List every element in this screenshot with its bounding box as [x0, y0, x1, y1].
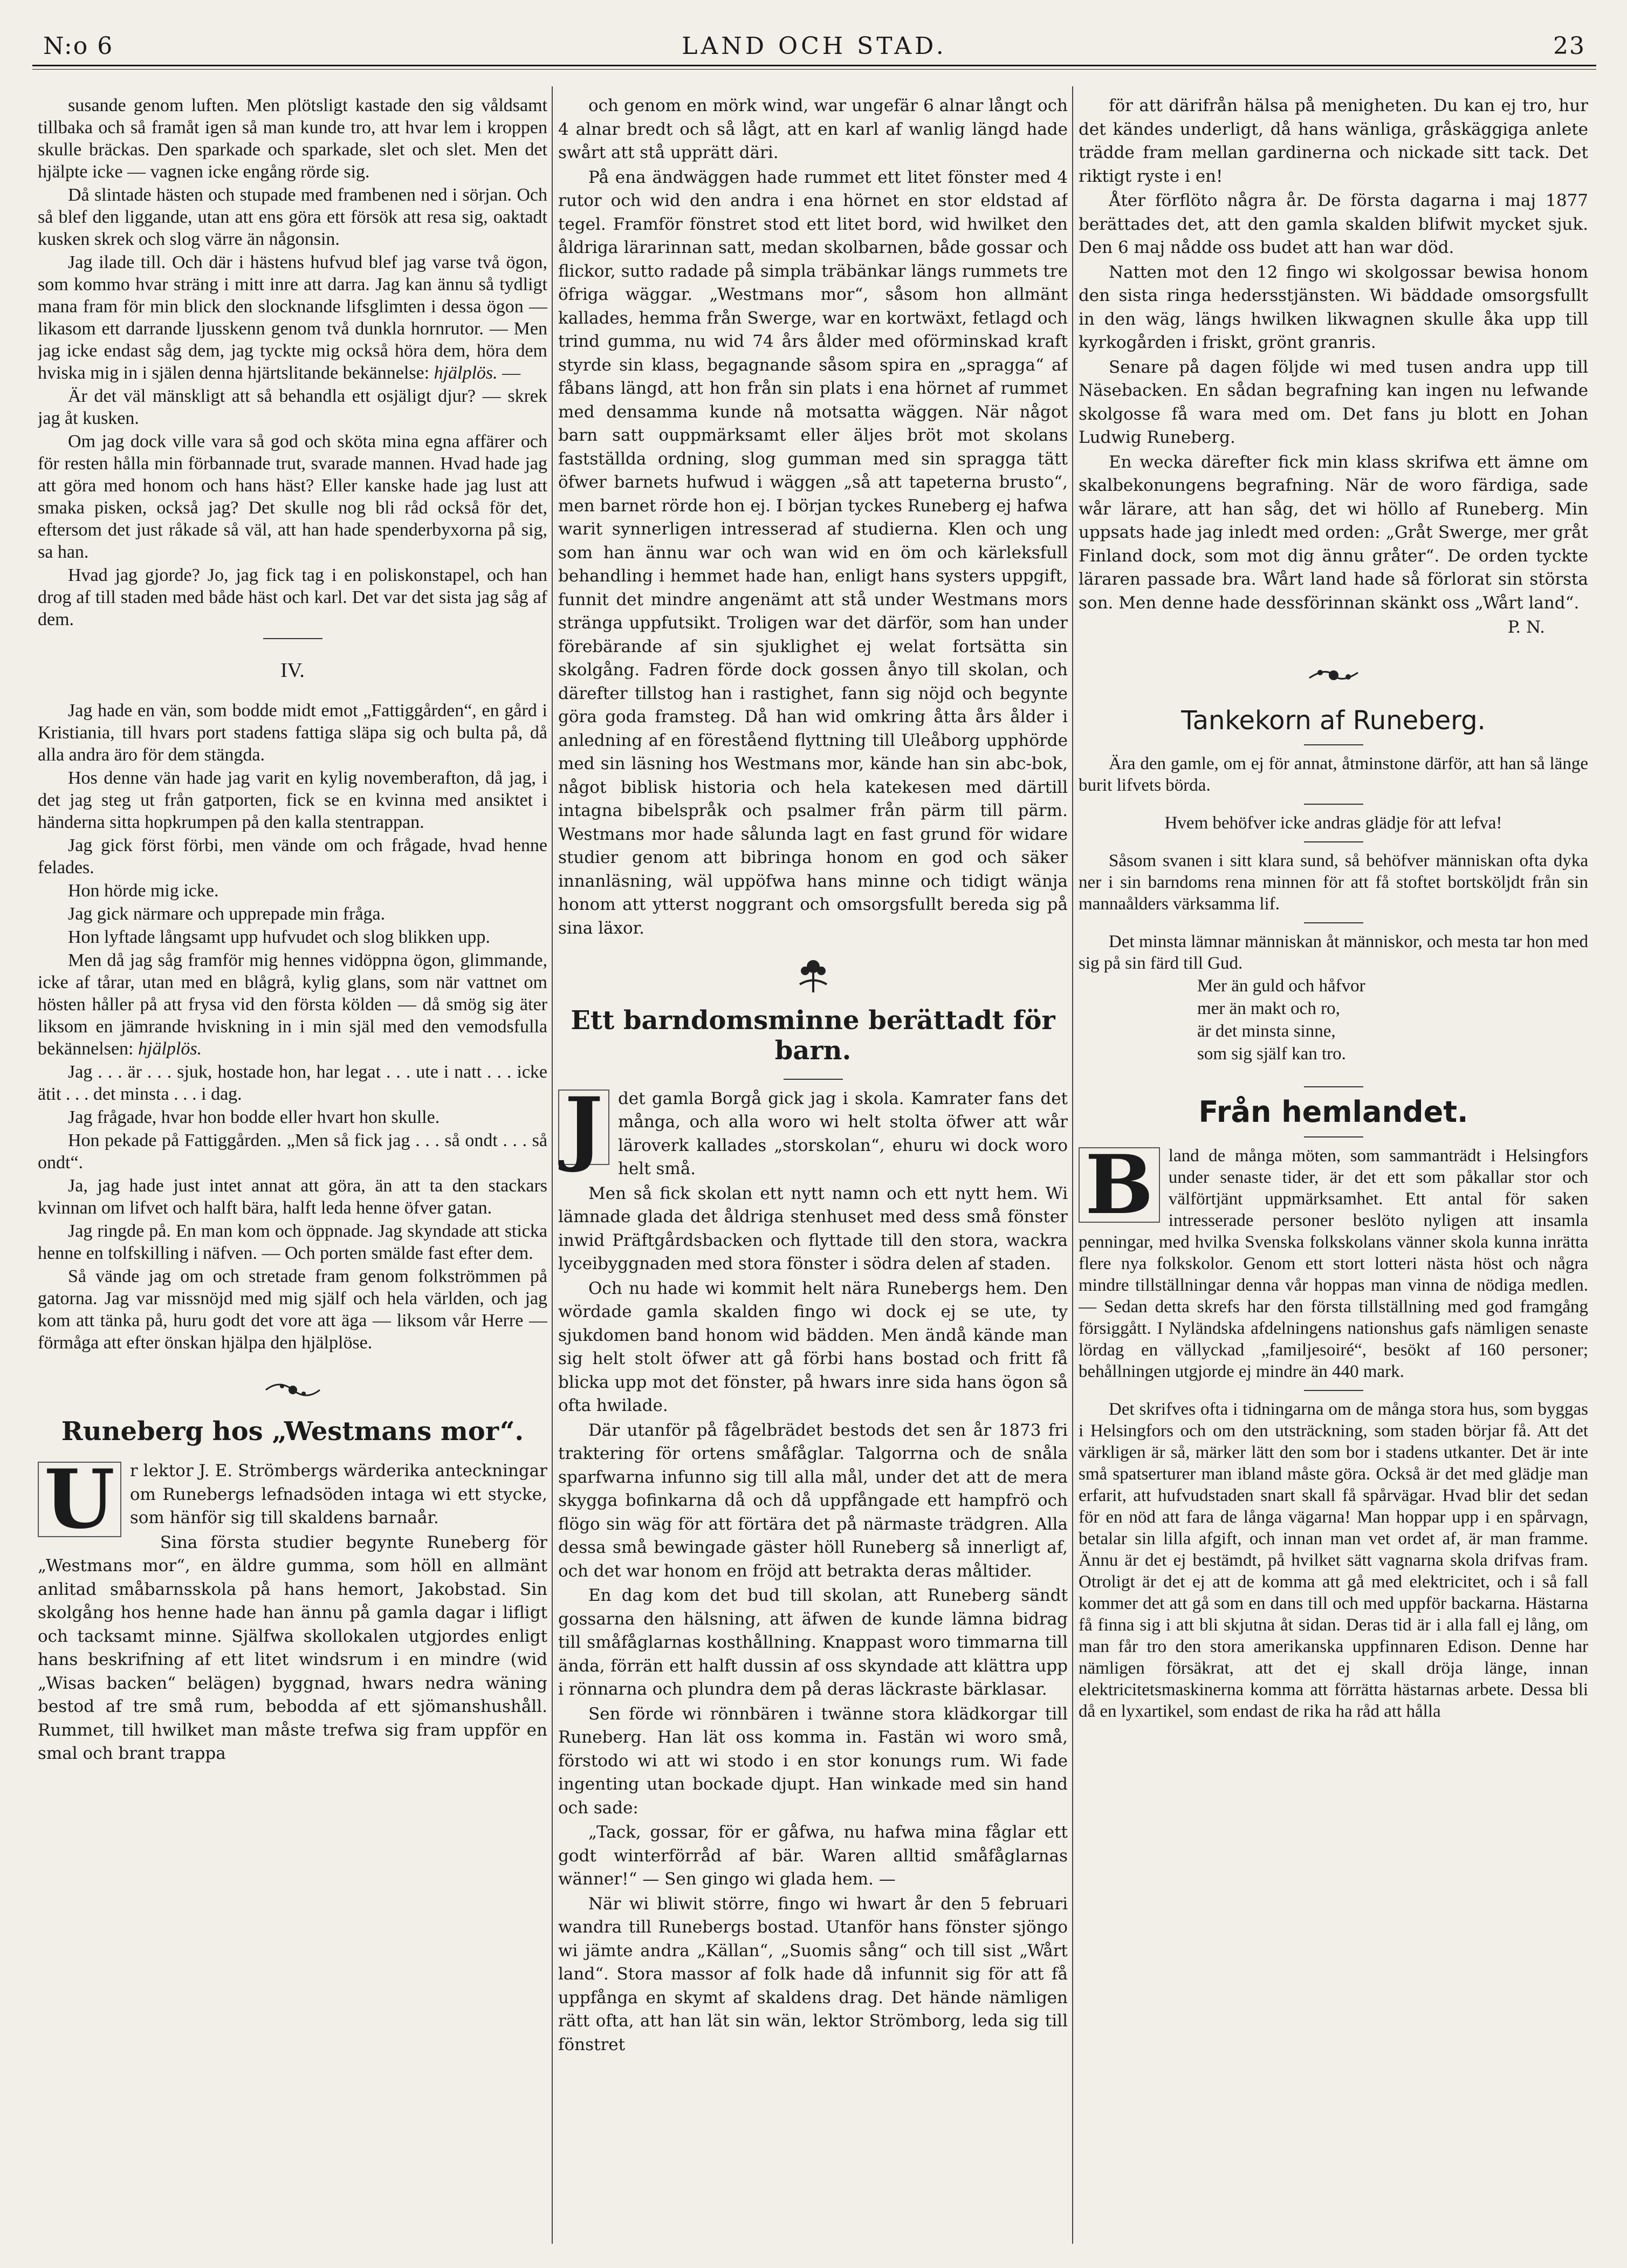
paragraph: Jag . . . är . . . sjuk, hostade hon, har legat . . . ute i natt . . . icke ätit . . . det minsta . . . i dag. [38, 1062, 547, 1104]
quote: Såsom svanen i sitt klara sund, så behöfver människan ofta dyka ner i sin barndoms rena minnen för att få stoftet bortsköljdt från sin mannaålders värksamma lif. [1079, 851, 1588, 914]
paragraph: U r lektor J. E. Strömbergs wärderika anteckningar om Runebergs lefnadsöden intaga wi ett stycke, som hänför sig till skaldens barnaår. [38, 1460, 547, 1530]
column-3 [1079, 94, 1588, 2241]
signature: P. N. [1507, 618, 1545, 637]
paragraph: Sina första studier begynte Runeberg för „Westmans mor“, en äldre gumma, som höll en allmänt anlitad småbarnsskola på hans hemort, Jakobstad. Sin skolgång hos henne hade han ännu på gamla dagar i lifligt och tacksamt minne. Själfwa skollokalen utgjordes enligt hans beskrifning af ett litet windsrum i en mindre (wid „Wisas backen“ belägen) byggnad, hwars nedra wäning bestod af tre små rum, bebodda af ett sjömanshushåll. Rummet, till hwilket man måste trefwa sig fram uppför en smal och brant trappa [38, 1532, 547, 1763]
article-runeberg-westman-cont [558, 94, 1068, 940]
section-rule [263, 638, 322, 639]
poem-line: mer än makt och ro, [1197, 998, 1340, 1018]
title-rule [784, 1079, 843, 1080]
paragraph: J det gamla Borgå gick jag i skola. Kamrater fans det många, och alla woro wi helt stolta öfwer att wår läroverk kallades „storskolan“, ehuru wi dock woro helt små. [558, 1087, 1068, 1181]
column-divider [552, 86, 553, 2244]
story-continuation [38, 94, 547, 1354]
article-title: Runeberg hos „Westmans mor“. [61, 1416, 524, 1447]
paragraph: Jag ilade till. Och där i hästens hufvud blef jag varse två ögon, som kommo hvar sträng i mitt inre att darra. Jag kan ännu så tydligt mana fram för min blick den slocknande lifsglimten i dessa ögon — likasom ett darrande ljusskenn genom två dunkla hornrutor. — Men jag icke endast såg dem, jag tyckte mig också höra dem, höra dem hviska mig in i själen denna hjärtslitande bekännelse: hjälplös. — [38, 252, 547, 383]
page-header [32, 27, 1596, 65]
paragraph: En wecka därefter fick min klass skrifwa ett ämne om skalbekonungens begrafning. När de woro färdiga, sade wår lärare, att han såg, det wi höllo af Runeberg. Min uppsats hade jag inledt med orden: „Gråt Swerge, mer gråt Finland dock, som mot dig ännu gråter“. De orden tyckte läraren passade bra. Wårt land hade så förlorat sin största son. Men denne hade dessförinnan skänkt oss „Wårt land“. [1079, 452, 1588, 613]
paragraph: Jag gick närmare och upprepade min fråga. [68, 904, 386, 924]
paragraph: susande genom luften. Men plötsligt kastade den sig våldsamt tillbaka och så framåt igen så man kunde tro, att hvar lem i kroppen skulle bräckas. Den sparkade och sparkade, slet och slet. Men det hjälpte icke — vagnen icke engång rörde sig. [38, 95, 547, 182]
paragraph: Ja, jag hade just intet annat att göra, än att ta den stackars kvinnan om lifvet och halft bära, halft leda henne öfver gatan. [38, 1176, 547, 1218]
issue-number: N:o 6 [43, 32, 114, 60]
drop-cap: J [558, 1090, 609, 1165]
column-divider [1072, 86, 1073, 2244]
paragraph: Jag ringde på. En man kom och öppnade. Jag skyndade att sticka henne en tolfskilling i näfven. — Och porten smälde fast efter dem. [38, 1221, 547, 1263]
poem-line: som sig själf kan tro. [1197, 1044, 1346, 1064]
column-1 [38, 94, 547, 2241]
floral-divider-icon [38, 1366, 547, 1409]
header-rule [32, 65, 1596, 66]
paragraph: „Tack, gossar, för er gåfwa, nu hafwa mina fåglar ett godt winterförråd af bär. Waren alltid småfåglarnas wänner!“ — Sen gingo wi glada hem. — [558, 1822, 1068, 1889]
quote: Hvem behöfver icke andras glädje för att lefva! [1164, 813, 1502, 833]
masthead-title: LAND OCH STAD. [682, 32, 947, 60]
paragraph: Då slintade hästen och stupade med frambenen ned i sörjan. Och så blef den liggande, utan att ens göra ett försök att resa sig, oaktadt kusken skrek och slog värre än någonsin. [38, 185, 547, 249]
title-rule [1304, 1136, 1363, 1138]
quote: Ära den gamle, om ej för annat, åtminstone därför, att han så länge burit lifvets börda. [1079, 753, 1588, 795]
paragraph: Men så fick skolan ett nytt namn och ett nytt hem. Wi lämnade glada det åldriga stenhuset med dess små fönster inwid Präftgårdsbacken och flyttade till den stora, wackra lyceibyggnaden med stora fönster i södra delen af staden. [558, 1183, 1068, 1274]
quote-rule [1304, 804, 1363, 805]
paragraph: Jag frågade, hvar hon bodde eller hvart hon skulle. [68, 1107, 440, 1127]
page-number: 23 [1553, 32, 1585, 60]
article-title: Tankekorn af Runeberg. [1181, 705, 1486, 736]
paragraph: Men då jag såg framför mig hennes vidöppna ögon, glimmande, icke af tårar, utan med en blågrå, kylig glans, som när vattnet om hösten håller på att frysa vid den första kölden — då smög sig äter liksom en jämrande hviskning in i min själ med den vemodsfulla bekännelsen: hjälplös. [38, 950, 547, 1059]
article-barndomsminne-cont [1079, 94, 1588, 640]
article-runeberg-westman [38, 1452, 547, 1766]
article-title: Från hemlandet. [1198, 1094, 1468, 1129]
emphasis: hjälplös. [434, 363, 498, 383]
paragraph: Hon lyftade långsamt upp hufvudet och slog blikken upp. [68, 927, 490, 947]
article-tankekorn [1079, 753, 1588, 1065]
title-rule [1304, 744, 1363, 745]
paragraph: och genom en mörk wind, war ungefär 6 alnar långt och 4 alnar bredt och så lågt, att en karl af wanlig längd hade swårt att stå upprätt däri. [558, 96, 1068, 162]
paragraph-rule [1304, 1390, 1363, 1391]
quote-rule [1304, 841, 1363, 842]
paragraph: Sen förde wi rönnbären i twänne stora klädkorgar till Runeberg. Han lät oss komma in. Fastän wi woro små, förstodo wi att wi stodo i en stor konungs rum. Wi fade ingenting utan bockade djupt. Han winkade med sin hand och sade: [558, 1704, 1068, 1818]
header-rule-thin [32, 69, 1596, 70]
paragraph: Där utanför på fågelbrädet bestods det sen år 1873 fri traktering för ortens småfåglar. Talgorrna och de snåla sparfwarna infunno sig till alla mål, under det att de mera skygga bofinkarna då och då uppfångade ett hampfrö och flögo sin wäg för att förtära det på närmaste trädgren. Alla dessa små bewingade gäster höll Runeberg så innerligt af, och det war honom en fröjd att betrakta deras måltider. [558, 1420, 1068, 1581]
paragraph: Natten mot den 12 fingo wi skolgossar bewisa honom den sista ringa hedersstjänsten. Wi bäddade omsorgsfullt in den wäg, längs hwilken likwagnen skulle åka upp till kyrkogården i friskt, grönt granris. [1079, 262, 1588, 352]
paragraph: Så vände jag om och stretade fram genom folkströmmen på gatorna. Jag var missnöjd med mig själf och hela världen, och jag kom att tänka på, huru godt det vore att äga — liksom vår Herre — förmåga att efter önskan hjälpa den hjälplöse. [38, 1266, 547, 1353]
paragraph: Hon pekade på Fattiggården. „Men så fick jag . . . så ondt . . . så ondt“. [38, 1130, 547, 1173]
paragraph: En dag kom det bud till skolan, att Runeberg sändt gossarna den hälsning, att äfwen de kunde lämna bidrag till småfåglarnas kosthållning. Knappast woro timmarna till ända, förrän ett halft dussin af oss skyndade att klättra upp i rönnarna och plundra dem på deras läckraste bärklasar. [558, 1586, 1068, 1700]
paragraph: På ena ändwäggen hade rummet ett litet fönster med 4 rutor och wid den andra i ena hörnet en stor eldstad af tegel. Framför fönstret stod ett litet bord, wid hwilket den åldriga lärarinnan satt, medan skolbarnen, både gossar och flickor, sutto radade på simpla träbänkar längs rummets tre öfriga wäggar. „Westmans mor“, såsom hon allmänt kallades, hemma från Swerge, war en kortwäxt, fetlagd och trind gumma, nu wid 74 års ålder med oförminskad kraft styrde sin klass, begagnande såsom spira en „spragga“ af fåbans längd, att hon från sin plats i ena hörnet af rummet med densamma kunde nå motsatta wäggen. När något barn satt ouppmärksamt eller äljes bröt mot skolans fastställda ordning, slog gumman med sin spragga tätt öfwer barnets hufwud i wäggen „så att tapeterna brusto“, men barnet rörde hon ej. I början tyckes Runeberg ej hafwa warit synnerligen intresserad af studierna. Klen och ung som han ännu war och wan wid en öm och kärleksfull behandling i hemmet hade han, enligt hans systers uppgift, funnit det mindre angenämt att stå under Westmans mors stränga uppfutsikt. Troligen war det därför, som han under förebärande af sin sjuklighet ej welat fortsätta sin skolgång. Fadren förde dock gossen ånyo till skolan, och därefter tillstog han i rastighet, fann sig nöjd och begynte göra goda framsteg. Då han wid omkring åtta års ålder i anledning af en föreståend flyttning till Uleåborg upphörde med sin läsning hos Westmans mor, kände han sin abc-bok, något biblisk historia och hela katekesen med därtill intagna bibelspråk och psalmer från pärm till pärm. Westmans mor hade sålunda lagt en fast grund för widare studier genom att bibringa honom en god och säker innanläsning, wäl uppöfwa hans minne och tidigt wänja honom att ytterst noggrant och omsorgsfullt bereda sig på sina läxor. [558, 167, 1068, 938]
section-heading: IV. [280, 659, 305, 682]
paragraph: Hon hörde mig icke. [68, 881, 219, 901]
quote-rule [1304, 922, 1363, 923]
paragraph: Hos denne vän hade jag varit en kylig novemberafton, då jag, i det jag steg ut från gatporten, fick se en kvinna med ansiktet i händerna sitta hopkrumpen på den kalla stentrappan. [38, 768, 547, 832]
flower-ornament-icon [558, 952, 1068, 998]
paragraph: Om jag dock ville vara så god och sköta mina egna affärer och för resten hålla min förbannade trut, svarade mannen. Hvad hade jag att göra med honom och hans häst? Eller kanske hade jag lust att smaka pisken, också jag? Det skulle nog bli råd också för det, eftersom det just råkade så väl, att han hade spenderbyxorna på sig, sa han. [38, 431, 547, 562]
quote: Det minsta lämnar människan åt människor, och mesta tar hon med sig på sin färd till Gud. [1079, 931, 1588, 973]
poem-line: Mer än guld och håfvor [1197, 976, 1365, 996]
poem-line: är det minsta sinne, [1197, 1021, 1336, 1041]
paragraph: Jag gick först förbi, men vände om och frågade, hvad henne felades. [38, 835, 547, 878]
paragraph: Åter förflöto några år. De första dagarna i maj 1877 berättades det, att den gamla skalden blifwit mycket sjuk. Den 6 maj nådde oss budet att han war död. [1079, 191, 1588, 257]
article-barndomsminne [558, 1079, 1068, 2057]
article-title: Ett barndomsminne berättadt för barn. [571, 1005, 1055, 1066]
section-rule [1304, 1086, 1363, 1087]
paragraph: B land de många möten, som sammanträdt i Helsingfors under senaste tider, är det ett som påkallar stor och välförtjänt uppmärksamhet. Ett antal för saken intresserade personer beslöto nyligen att insamla penningar, med hvilka Svenska folkskolans vänner skola kunna inrätta flere nya folkskolor. Genom ett stort lotteri nästa höst och några mindre tillställningar denna vår hoppas man vinna de nödiga medlen. — Sedan detta skrefs har den första tillställning med god framgång försiggått. I Nyländska afdelningens nationshus gafs nämligen senaste lördag en vällyckad „familjesoiré“, besökt af 160 personer; behållningen utgjorde ej mindre än 440 mark. [1079, 1137, 1588, 1381]
paragraph: Och nu hade wi kommit helt nära Runebergs hem. Den wördade gamla skalden fingo wi dock ej se ute, ty sjukdomen band honom wid bädden. Men ändå kände man sig helt stolt öfwer att gå förbi hans bostad och fritt få blicka upp mot det fönster, på hwars inre sida hans ögon så ofta hwilade. [558, 1278, 1068, 1416]
emphasis: hjälplös. [138, 1039, 202, 1059]
drop-cap: B [1079, 1147, 1160, 1223]
paragraph: Hvad jag gjorde? Jo, jag fick tag i en poliskonstapel, och han drog af till staden med både häst och karl. Det var det sista jag såg af dem. [38, 565, 547, 629]
column-2 [558, 94, 1068, 2241]
paragraph: Senare på dagen följde wi med tusen andra upp till Näsebacken. En sådan begrafning kan ingen nu lefwande skolgosse få wara med om. Det fans ju blott en Johan Ludwig Runeberg. [1079, 357, 1588, 447]
paragraph: för att därifrån hälsa på menigheten. Du kan ej tro, hur det kändes underligt, då hans wänliga, gråskäggiga anlete trädde fram mellan gardinerna och nickade sitt tack. Det riktigt ryste i en! [1079, 96, 1588, 186]
paragraph: Jag hade en vän, som bodde midt emot „Fattiggården“, en gård i Kristiania, till hvars port stadens fattiga släpa sig och bulta på, då alla andra äro för dem stängda. [38, 701, 547, 765]
drop-cap: U [38, 1462, 121, 1537]
paragraph: När wi bliwit större, fingo wi hwart år den 5 februari wandra till Runebergs bostad. Utanför hans fönster sjöngo wi jämte andra „Källan“, „Suomis sång“ och till sist „Wårt land“. Stora massor af folk hade då infunnit sig för att få uppfånga en skymt af skaldens drag. Det hände nämligen rätt ofta, att han lät sin wän, lektor Strömborg, leda sig till fönstret [558, 1894, 1068, 2054]
paragraph: Är det väl mänskligt att så behandla ett osjäligt djur? — skrek jag åt kusken. [38, 386, 547, 428]
article-fran-hemlandet [1079, 1137, 1588, 1722]
floral-divider-icon [1079, 652, 1588, 695]
paragraph: Det skrifves ofta i tidningarna om de många stora hus, som byggas i Helsingfors och om den utsträckning, som staden börjar få. Att det värkligen är så, märker lätt den som bor i stadens utkanter. Det är inte små spatserturer man ibland måste göra. Också är det med glädje man erfarit, att hufvudstaden snart skall få spårvägar. Hvad blir det sedan för en nöd att fara de långa vägarna! Man hoppar upp i en spårvagn, betalar sin lilla afgift, och innan man vet ordet af, är man framme. Ännu är det ej bestämdt, på hvilket sätt vagnarna skola drifvas fram. Otroligt är det ej att de komma att gå med elektricitet, och i så fall kommer det att gå som en dans till och med uppför backarna. Hästarna få finna sig i att bli skjutna åt sidan. Deras tid är i alla fall ej lång, om man får tro den stora amerikanska uppfinnaren Edison. Denne har nämligen försäkrat, att det ej skall dröja länge, innan elektricitetsmaskinerna komma att förrätta hästarnas arbete. Dessa bli då en lyxartikel, som endast de rika ha råd att hålla [1079, 1399, 1588, 1721]
